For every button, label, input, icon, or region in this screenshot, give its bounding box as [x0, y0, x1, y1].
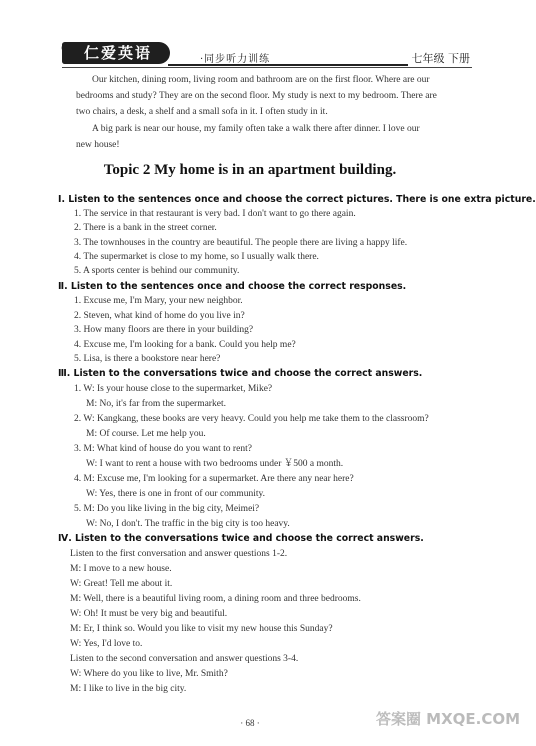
dialogue-line: 1. W: Is your house close to the supermarket, Mike?: [74, 384, 273, 394]
dialogue-line: Listen to the first conversation and answer questions 1-2.: [70, 549, 288, 559]
dialogue-line: W: Yes, there is one in front of our community.: [86, 489, 265, 499]
dialogue-line: M: Er, I think so. Would you like to visit my new house this Sunday?: [70, 624, 333, 634]
dialogue-line: W: No, I don't. The traffic in the big city is too heavy.: [86, 519, 290, 529]
section-title: Ⅰ. Listen to the sentences once and choose the correct pictures. There is one extra picture.: [58, 194, 536, 205]
sentence-line: 4. Excuse me, I'm looking for a bank. Could you help me?: [74, 340, 296, 350]
dialogue-line: 3. M: What kind of house do you want to rent?: [74, 444, 252, 454]
dialogue-line: W: Where do you like to live, Mr. Smith?: [70, 669, 228, 679]
section-title: Ⅲ. Listen to the conversations twice and choose the correct answers.: [58, 368, 423, 379]
dialogue-line: 4. M: Excuse me, I'm looking for a supermarket. Are there any near here?: [74, 474, 354, 484]
series-subtitle: ·同步听力训练: [200, 54, 271, 65]
sentence-line: 5. Lisa, is there a bookstore near here?: [74, 354, 221, 364]
dialogue-line: M: I move to a new house.: [70, 564, 172, 574]
sentence-line: 2. Steven, what kind of home do you live in?: [74, 311, 245, 321]
dialogue-line: M: No, it's far from the supermarket.: [86, 399, 226, 409]
section-title: Ⅳ. Listen to the conversations twice and choose the correct answers.: [58, 533, 424, 544]
series-logo: 仁爱英语: [62, 42, 170, 64]
sentence-line: 5. A sports center is behind our community.: [74, 266, 240, 276]
page-number: · 68 ·: [240, 718, 260, 728]
sentence-line: 4. The supermarket is close to my home, so I usually walk there.: [74, 252, 319, 262]
dialogue-line: M: I like to live in the big city.: [70, 684, 187, 694]
dialogue-line: 5. M: Do you like living in the big city, Meimei?: [74, 504, 260, 514]
sentence-line: 3. The townhouses in the country are beautiful. The people there are living a happy life.: [74, 238, 408, 248]
header-rule: [62, 67, 472, 68]
intro-line: bedrooms and study? They are on the second floor. My study is next to my bedroom. There are: [76, 91, 437, 101]
intro-line: two chairs, a desk, a shelf and a small sofa in it. I often study in it.: [76, 107, 328, 117]
dialogue-line: Listen to the second conversation and answer questions 3-4.: [70, 654, 299, 664]
grade-label: 七年级 下册: [411, 52, 470, 65]
dialogue-line: 2. W: Kangkang, these books are very heavy. Could you help me take them to the classroom?: [74, 414, 429, 424]
topic-title: Topic 2 My home is in an apartment building.: [103, 162, 397, 178]
intro-line: A big park is near our house, my family often take a walk there after dinner. I love our: [92, 124, 420, 134]
dialogue-line: W: Yes, I'd love to.: [70, 639, 143, 649]
intro-line: Our kitchen, dining room, living room and bathroom are on the first floor. Where are our: [92, 75, 430, 85]
sentence-line: 1. The service in that restaurant is very bad. I don't want to go there again.: [74, 209, 356, 219]
dialogue-line: W: I want to rent a house with two bedrooms under ￥500 a month.: [86, 459, 344, 469]
section-title: Ⅱ. Listen to the sentences once and choose the correct responses.: [58, 281, 407, 292]
intro-line: new house!: [76, 140, 120, 150]
dialogue-line: M: Of course. Let me help you.: [86, 429, 206, 439]
dialogue-line: W: Great! Tell me about it.: [70, 579, 173, 589]
watermark-text: 答案圈 MXQE.COM: [375, 710, 521, 728]
dialogue-line: M: Well, there is a beautiful living room, a dining room and three bedrooms.: [70, 594, 361, 604]
sentence-line: 2. There is a bank in the street corner.: [74, 223, 217, 233]
sentence-line: 1. Excuse me, I'm Mary, your new neighbor.: [74, 296, 243, 306]
dialogue-line: W: Oh! It must be very big and beautiful.: [70, 609, 228, 619]
sentence-line: 3. How many floors are there in your building?: [74, 325, 254, 335]
page-header: [0, 0, 500, 70]
watermark-logo: [375, 704, 521, 742]
